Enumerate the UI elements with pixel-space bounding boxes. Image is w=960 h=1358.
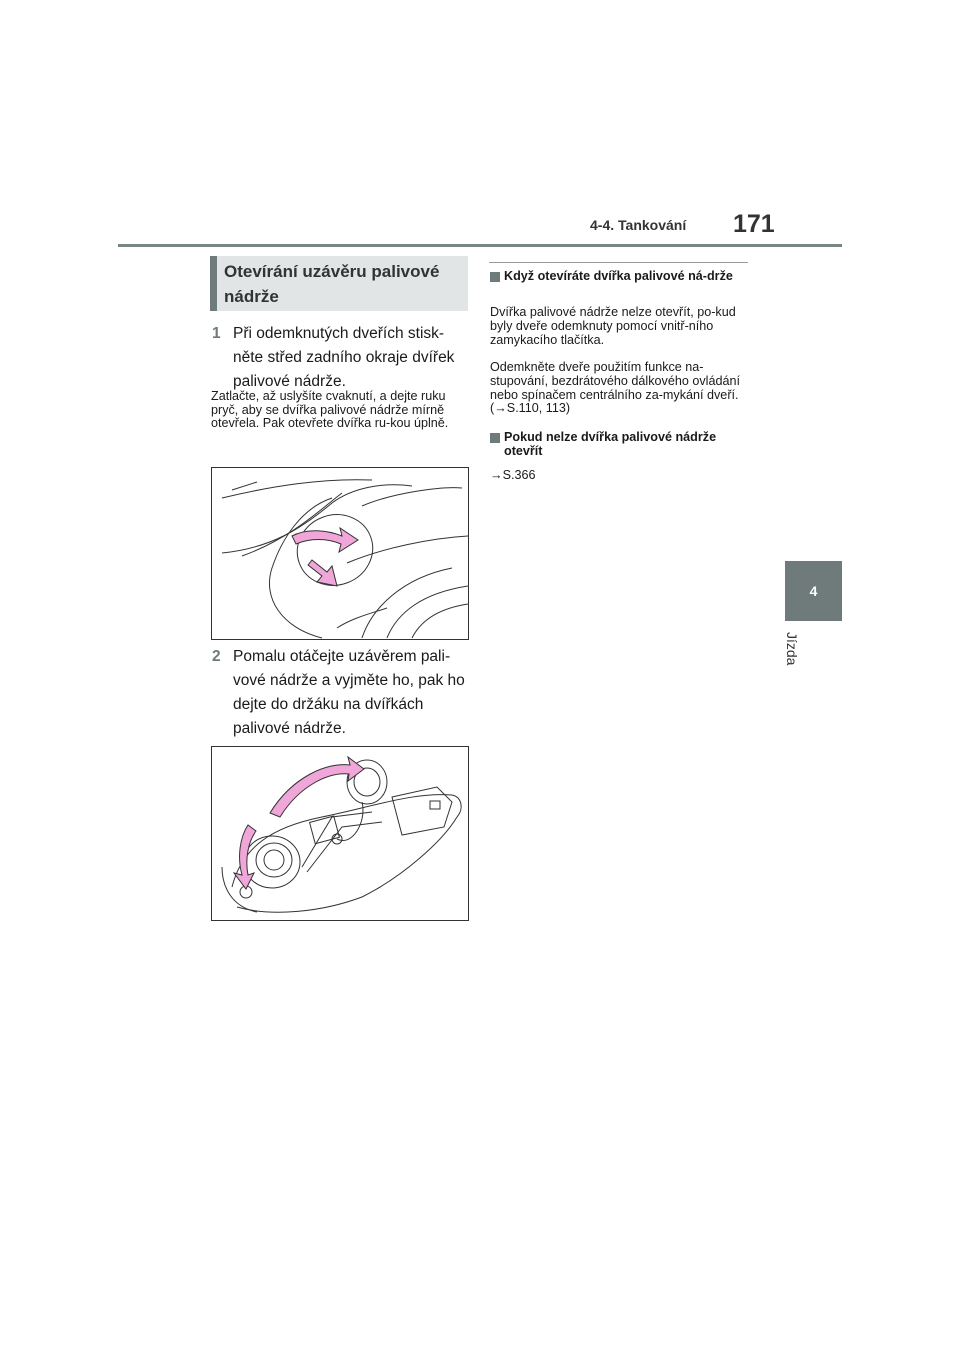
step-2 xyxy=(212,645,468,741)
step-2-text: Pomalu otáčejte uzávěrem pali-vové nádrže a vyjměte ho, pak ho dejte do držáku na dvířkách palivové nádrže. xyxy=(233,648,465,737)
step-1-text: Při odemknutých dveřích stisk-něte střed zadního okraje dvířek palivové nádrže. xyxy=(233,325,455,390)
info-para-2: Odemkněte dveře použitím funkce na-stupování, bezdrátového dálkového ovládání nebo spínačem centrálního za-mykání dveří. (→S.110, 113) xyxy=(490,360,740,416)
fuel-cap-removal-illustration xyxy=(211,746,469,921)
section-label: 4-4. Tankování xyxy=(590,217,687,233)
info-heading-cannot-open-text: Pokud nelze dvířka palivové nádrže otevřít xyxy=(504,430,717,458)
fuel-door-press-illustration xyxy=(211,467,469,640)
page-reference-link[interactable]: →S.366 xyxy=(490,468,536,482)
chapter-number: 4 xyxy=(809,583,818,599)
info-heading-opening-text: Když otevíráte dvířka palivové ná-drže xyxy=(504,269,733,283)
chapter-title xyxy=(784,632,800,682)
page-number: 171 xyxy=(733,210,775,238)
step-1 xyxy=(212,322,468,394)
fuel-cap-removal-drawing xyxy=(212,747,468,920)
info-heading-cannot-open xyxy=(490,431,748,459)
header-divider xyxy=(118,244,842,247)
square-bullet-icon xyxy=(490,272,500,282)
info-para-1: Dvířka palivové nádrže nelze otevřít, po-kud byly dveře odemknuty pomocí vnitř-ního zamykacího tlačítka. xyxy=(490,305,736,347)
section-heading: Otevírání uzávěru palivové nádrže xyxy=(224,262,440,306)
step-1-number: 1 xyxy=(212,325,221,342)
square-bullet-icon xyxy=(490,433,500,443)
fuel-door-press-drawing xyxy=(212,468,468,639)
section-heading-bar xyxy=(210,256,217,311)
right-column-divider xyxy=(489,262,748,263)
info-heading-opening xyxy=(490,270,748,298)
step-1-note: Zatlačte, až uslyšíte cvaknutí, a dejte ruku pryč, aby se dvířka palivové nádrže mírně otevřela. Pak otevřete dvířka ru-kou úplně. xyxy=(211,389,449,430)
step-2-number: 2 xyxy=(212,648,221,665)
chapter-title-text: Jízda xyxy=(784,632,800,666)
chapter-tab[interactable] xyxy=(785,561,842,621)
